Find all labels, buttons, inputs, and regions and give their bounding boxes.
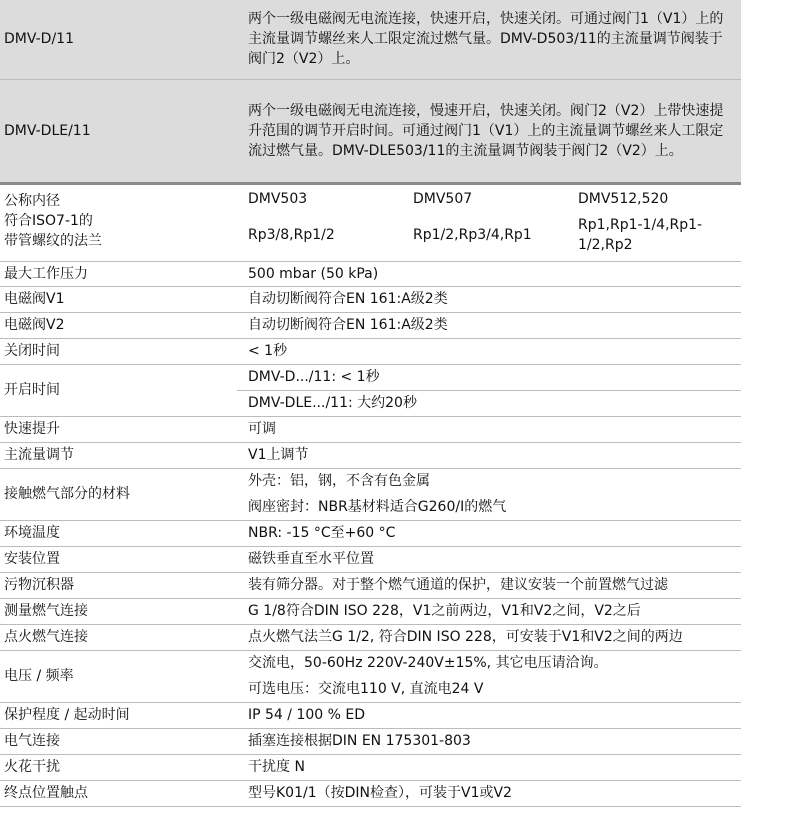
table-row bbox=[0, 702, 741, 728]
table-row bbox=[0, 598, 741, 624]
flange-3: Rp1,Rp1-1/4,Rp1-1/2,Rp2 bbox=[578, 216, 703, 253]
row-label: 关闭时间 bbox=[0, 338, 237, 364]
model-1: DMV503 bbox=[248, 190, 308, 207]
label-flange: 带管螺纹的法兰 bbox=[4, 232, 102, 249]
row-label: DMV-D/11 bbox=[0, 0, 237, 79]
table-row bbox=[0, 261, 741, 286]
row-value: 插塞连接根据DIN EN 175301-803 bbox=[237, 728, 741, 754]
row-label: 安装位置 bbox=[0, 546, 237, 572]
label-nominal-diameter: 公称内径 bbox=[4, 192, 60, 209]
table-row bbox=[0, 442, 741, 468]
row-value: 外壳：铝，钢，不含有色金属 bbox=[237, 468, 741, 494]
row-value: 型号K01/1（按DIN检查），可装于V1或V2 bbox=[237, 780, 741, 806]
model-2: DMV507 bbox=[413, 190, 473, 207]
row-value: IP 54 / 100 % ED bbox=[237, 702, 741, 728]
row-label: 污物沉积器 bbox=[0, 572, 237, 598]
table-row bbox=[0, 79, 741, 183]
row-label: 电磁阀V1 bbox=[0, 286, 237, 312]
table-row bbox=[0, 286, 741, 312]
table-row bbox=[0, 650, 741, 676]
row-label: 点火燃气连接 bbox=[0, 624, 237, 650]
table-row bbox=[0, 364, 741, 390]
row-value: 磁铁垂直至水平位置 bbox=[237, 546, 741, 572]
label-iso: 符合ISO7-1的 bbox=[4, 212, 93, 229]
row-label: 电磁阀V2 bbox=[0, 312, 237, 338]
row-value: 可调 bbox=[237, 416, 741, 442]
row-value: 两个一级电磁阀无电流连接，慢速开启，快速关闭。阀门2（V2）上带快速提升范围的调节开启时间。可通过阀门1（V1）上的主流量调节螺丝来人工限定流过燃气量。DMV-DLE503/11的主流量调节阀装于阀门2（V2）上。 bbox=[237, 79, 741, 183]
row-value bbox=[237, 183, 741, 261]
table-row bbox=[0, 546, 741, 572]
flange-1: Rp3/8,Rp1/2 bbox=[248, 226, 335, 243]
row-label: 测量燃气连接 bbox=[0, 598, 237, 624]
row-value: 阀座密封：NBR基材料适合G260/I的燃气 bbox=[248, 498, 507, 515]
table-row bbox=[0, 0, 741, 79]
row-value: 自动切断阀符合EN 161:A级2类 bbox=[237, 312, 741, 338]
row-label: 火花干扰 bbox=[0, 754, 237, 780]
row-value: DMV-D.../11: < 1秒 bbox=[237, 364, 741, 390]
row-value: 500 mbar (50 kPa) bbox=[237, 261, 741, 286]
model-row bbox=[248, 189, 737, 209]
table-row bbox=[0, 520, 741, 546]
table-row bbox=[0, 183, 741, 261]
row-label: 保护程度 / 起动时间 bbox=[0, 702, 237, 728]
row-value: 交流电，50-60Hz 220V-240V±15%, 其它电压请洽询。 bbox=[237, 650, 741, 676]
table-row bbox=[0, 312, 741, 338]
row-label: 终点位置触点 bbox=[0, 780, 237, 806]
table-row bbox=[0, 416, 741, 442]
row-label: 最大工作压力 bbox=[0, 261, 237, 286]
row-value: 自动切断阀符合EN 161:A级2类 bbox=[237, 286, 741, 312]
row-value: DMV-DLE.../11: 大约20秒 bbox=[237, 390, 741, 416]
flange-row bbox=[248, 215, 737, 255]
row-value: 装有筛分器。对于整个燃气通道的保护，建议安装一个前置燃气过滤 bbox=[237, 572, 741, 598]
row-label: 电气连接 bbox=[0, 728, 237, 754]
row-value: 可选电压：交流电110 V, 直流电24 V bbox=[248, 680, 484, 697]
row-value: 两个一级电磁阀无电流连接，快速开启，快速关闭。可通过阀门1（V1）上的主流量调节螺丝来人工限定流过燃气量。DMV-D503/11的主流量调节阀装于阀门2（V2）上。 bbox=[237, 0, 741, 79]
row-value: < 1秒 bbox=[237, 338, 741, 364]
row-label bbox=[0, 183, 237, 261]
table-row bbox=[0, 572, 741, 598]
row-label: 快速提升 bbox=[0, 416, 237, 442]
row-label: 环境温度 bbox=[0, 520, 237, 546]
row-label: 电压 / 频率 bbox=[0, 650, 237, 702]
row-label: 主流量调节 bbox=[0, 442, 237, 468]
table-row bbox=[0, 468, 741, 494]
table-row bbox=[0, 754, 741, 780]
row-label: DMV-DLE/11 bbox=[0, 79, 237, 183]
row-value: 干扰度 N bbox=[237, 754, 741, 780]
flange-2: Rp1/2,Rp3/4,Rp1 bbox=[413, 226, 532, 243]
row-value: 点火燃气法兰G 1/2, 符合DIN ISO 228，可安装于V1和V2之间的两边 bbox=[237, 624, 741, 650]
model-3: DMV512,520 bbox=[578, 190, 669, 207]
table-row bbox=[0, 728, 741, 754]
row-label: 开启时间 bbox=[0, 364, 237, 416]
table-row bbox=[0, 780, 741, 806]
table-row bbox=[0, 624, 741, 650]
row-value: V1上调节 bbox=[237, 442, 741, 468]
row-value: NBR: -15 °C至+60 °C bbox=[237, 520, 741, 546]
table-row bbox=[0, 338, 741, 364]
row-label: 接触燃气部分的材料 bbox=[0, 468, 237, 520]
row-value: G 1/8符合DIN ISO 228，V1之前两边，V1和V2之间，V2之后 bbox=[237, 598, 741, 624]
